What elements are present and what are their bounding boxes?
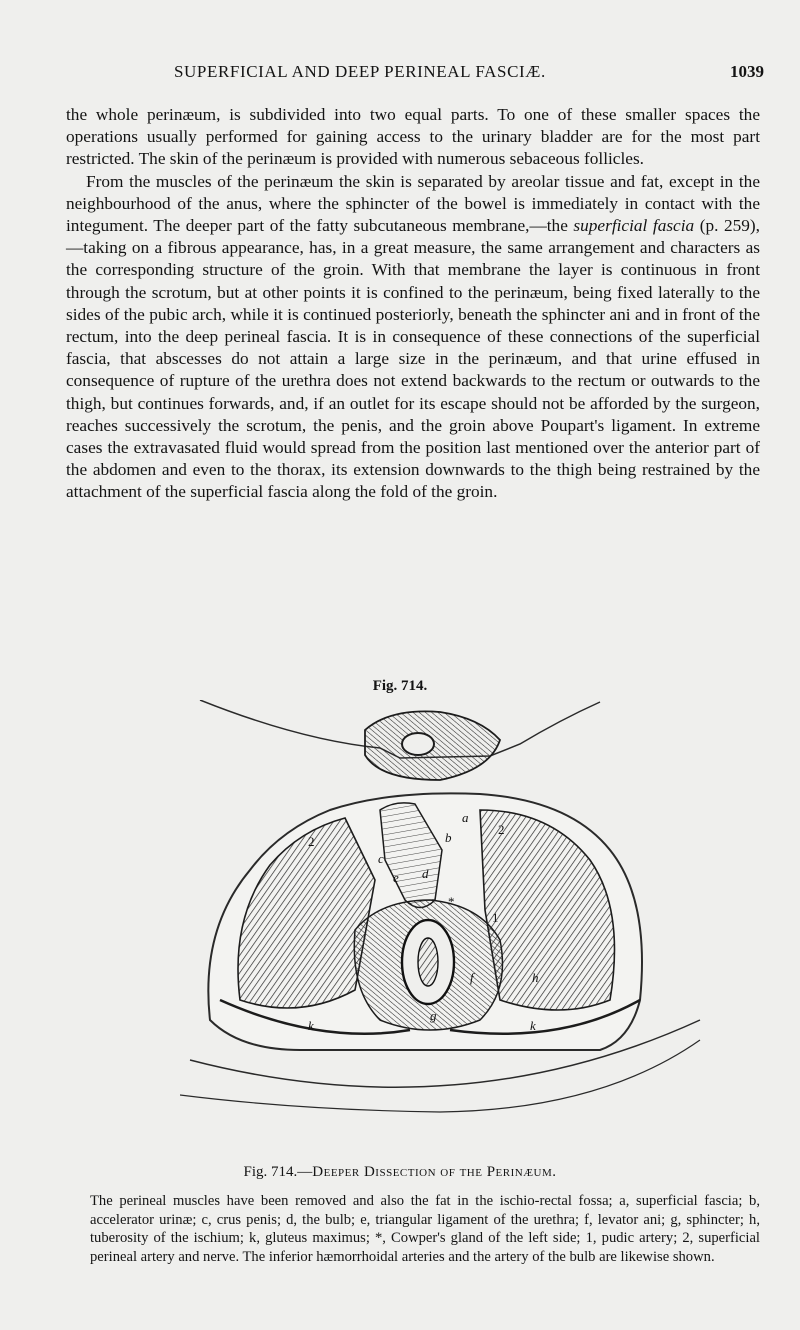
label-h: h bbox=[532, 970, 539, 985]
italic-term: superficial fascia bbox=[573, 216, 695, 236]
label-c: c bbox=[378, 851, 384, 866]
label-2-right: 2 bbox=[498, 822, 505, 837]
figure-label: Fig. 714. bbox=[372, 678, 428, 694]
label-k-right: k bbox=[530, 1018, 536, 1033]
label-b: b bbox=[445, 830, 452, 845]
label-f: f bbox=[470, 970, 474, 985]
paragraph-1: the whole perinæum, is subdivided into two equal parts. To one of these smaller spaces the operations usually performed for gaining access to the urinary bladder are for the most part restricted. The skin of the perinæum is provided with numerous sebaceous follicles. bbox=[66, 105, 760, 169]
label-a: a bbox=[462, 810, 469, 825]
paragraph-2-text-a: From the muscles of the perinæum the skin is separated by areolar tissue and fat, except in the neighbourhood of the anus, where the sphincter of the bowel is immediately in contact with the integument. The deeper part of the fatty subcutaneous membrane,—the bbox=[66, 171, 760, 236]
body-text bbox=[66, 104, 760, 504]
label-k-left: k bbox=[308, 1018, 314, 1033]
label-e: e bbox=[393, 870, 399, 885]
figure-legend: The perineal muscles have been removed and also the fat in the ischio-rectal fossa; a, superficial fascia; b, accelerator urinæ; c, crus penis; d, the bulb; e, triangular ligament of the urethra; f, levator ani; g, sphincter; h, tuberosity of the ischium; k, gluteus maximus; *, Cowper's gland of the left side; 1, pudic artery; 2, superficial perineal artery and nerve. The inferior hæmorrhoidal arteries and the artery of the bulb are likewise shown. bbox=[90, 1193, 760, 1265]
paragraph-2-text-b: (p. 259),—taking on a fibrous appearance, has, in a great measure, the same arrangement and characters as the corresponding structure of the groin. With that membrane the layer is continuous in front through the scrotum, but at other points it is confined to the perinæum, being fixed laterally to the sides of the pubic arch, while it is continued posteriorly, beneath the sphincter ani and in front of the rectum, into the deep perineal fascia. It is in consequence of these connections of the superficial fascia, that abscesses do not attain a large size in the perinæum, and that urine effused in consequence of rupture of the urethra does not extend backwards to the rectum or outwards to the thigh, but continues forwards, and, if an outlet for its escape should not be afforded by the surgeon, reaches successively the scrotum, the penis, and the groin above Poupart's ligament. In extreme cases the extravasated fluid would spread from the position last mentioned over the anterior part of the abdomen and even to the thorax, its extension downwards to the thigh being restrained by the attachment of the superficial fascia along the fold of the groin. bbox=[66, 216, 760, 502]
label-star: * bbox=[448, 894, 455, 909]
caption-title: Deeper Dissection of the Perinæum. bbox=[312, 1164, 557, 1180]
page-number: 1039 bbox=[730, 62, 764, 81]
label-2-left: 2 bbox=[308, 834, 315, 849]
left-gluteal-region bbox=[238, 818, 375, 1008]
figure-caption bbox=[0, 1164, 800, 1181]
caption-prefix: Fig. 714.— bbox=[243, 1164, 313, 1180]
running-title: SUPERFICIAL AND DEEP PERINEAL FASCIÆ. bbox=[174, 62, 546, 81]
paragraph-2 bbox=[66, 171, 760, 504]
page-header bbox=[66, 58, 764, 86]
anatomical-engraving bbox=[180, 700, 740, 1130]
label-1: 1 bbox=[492, 910, 499, 925]
label-d: d bbox=[422, 866, 429, 881]
perineum-dissection-illustration bbox=[180, 700, 740, 1130]
label-g: g bbox=[430, 1008, 437, 1023]
